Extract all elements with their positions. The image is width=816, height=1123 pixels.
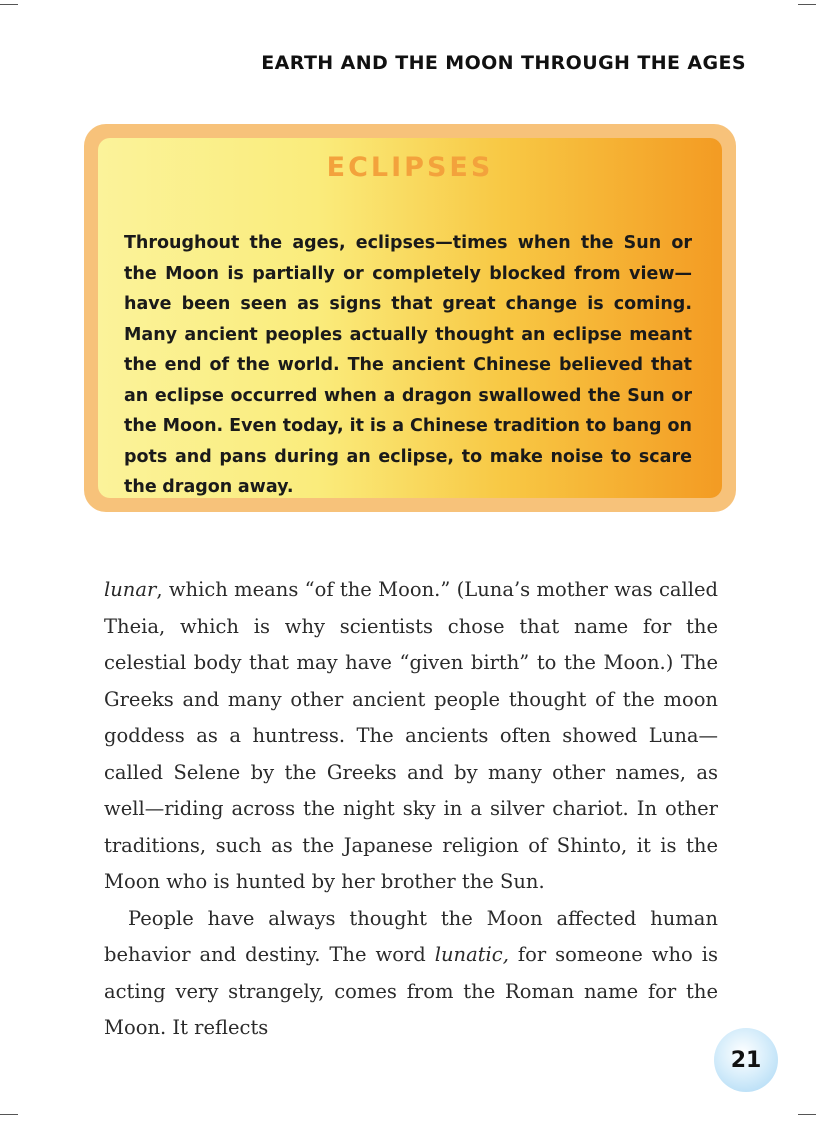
crop-mark-bottom-left (0, 1114, 18, 1115)
paragraph-1-text: , which means “of the Moon.” (Luna’s mother was called Theia, which is why scientists chose that name for the celestial body that may have “given birth” to the Moon.) The Greeks and many other ancient people thought of the moon goddess as a huntress. The ancients often showed Luna—called Selene by the Greeks and by many other names, as well—riding across the night sky in a silver chariot. In other traditions, such as the Japanese religion of Shinto, it is the Moon who is hunted by her brother the Sun. (104, 578, 718, 893)
crop-mark-bottom-right (798, 1114, 816, 1115)
page-number-badge (714, 1028, 778, 1092)
eclipses-sidebar (84, 124, 736, 512)
body-text (104, 572, 718, 1047)
running-head: EARTH AND THE MOON THROUGH THE AGES (261, 52, 746, 74)
sidebar-text: Throughout the ages, eclipses—times when the Sun or the Moon is partially or completely blocked from view—have been seen as signs that great change is coming. Many ancient peoples actually thought an eclipse meant the end of the world. The ancient Chinese believed that an eclipse occurred when a dragon swallowed the Sun or the Moon. Even today, it is a Chinese tradition to bang on pots and pans during an eclipse, to make noise to scare the dragon away. (124, 233, 692, 497)
crop-mark-top-left (0, 4, 18, 5)
paragraph-2-start: People have always thought the Moon affected human behavior and destiny. The word (104, 906, 718, 966)
body-paragraph-1 (104, 572, 718, 901)
page-number: 21 (730, 1047, 762, 1073)
sidebar-title: ECLIPSES (326, 152, 494, 183)
term-lunar: lunar (104, 578, 157, 601)
term-lunatic: lunatic, (434, 943, 509, 966)
sidebar-panel (98, 138, 722, 498)
crop-mark-top-right (798, 4, 816, 5)
body-paragraph-2 (104, 901, 718, 1047)
paragraph-2-end: for someone who is acting very strangely, comes from the Roman name for the Moon. It reflects (104, 943, 718, 1039)
